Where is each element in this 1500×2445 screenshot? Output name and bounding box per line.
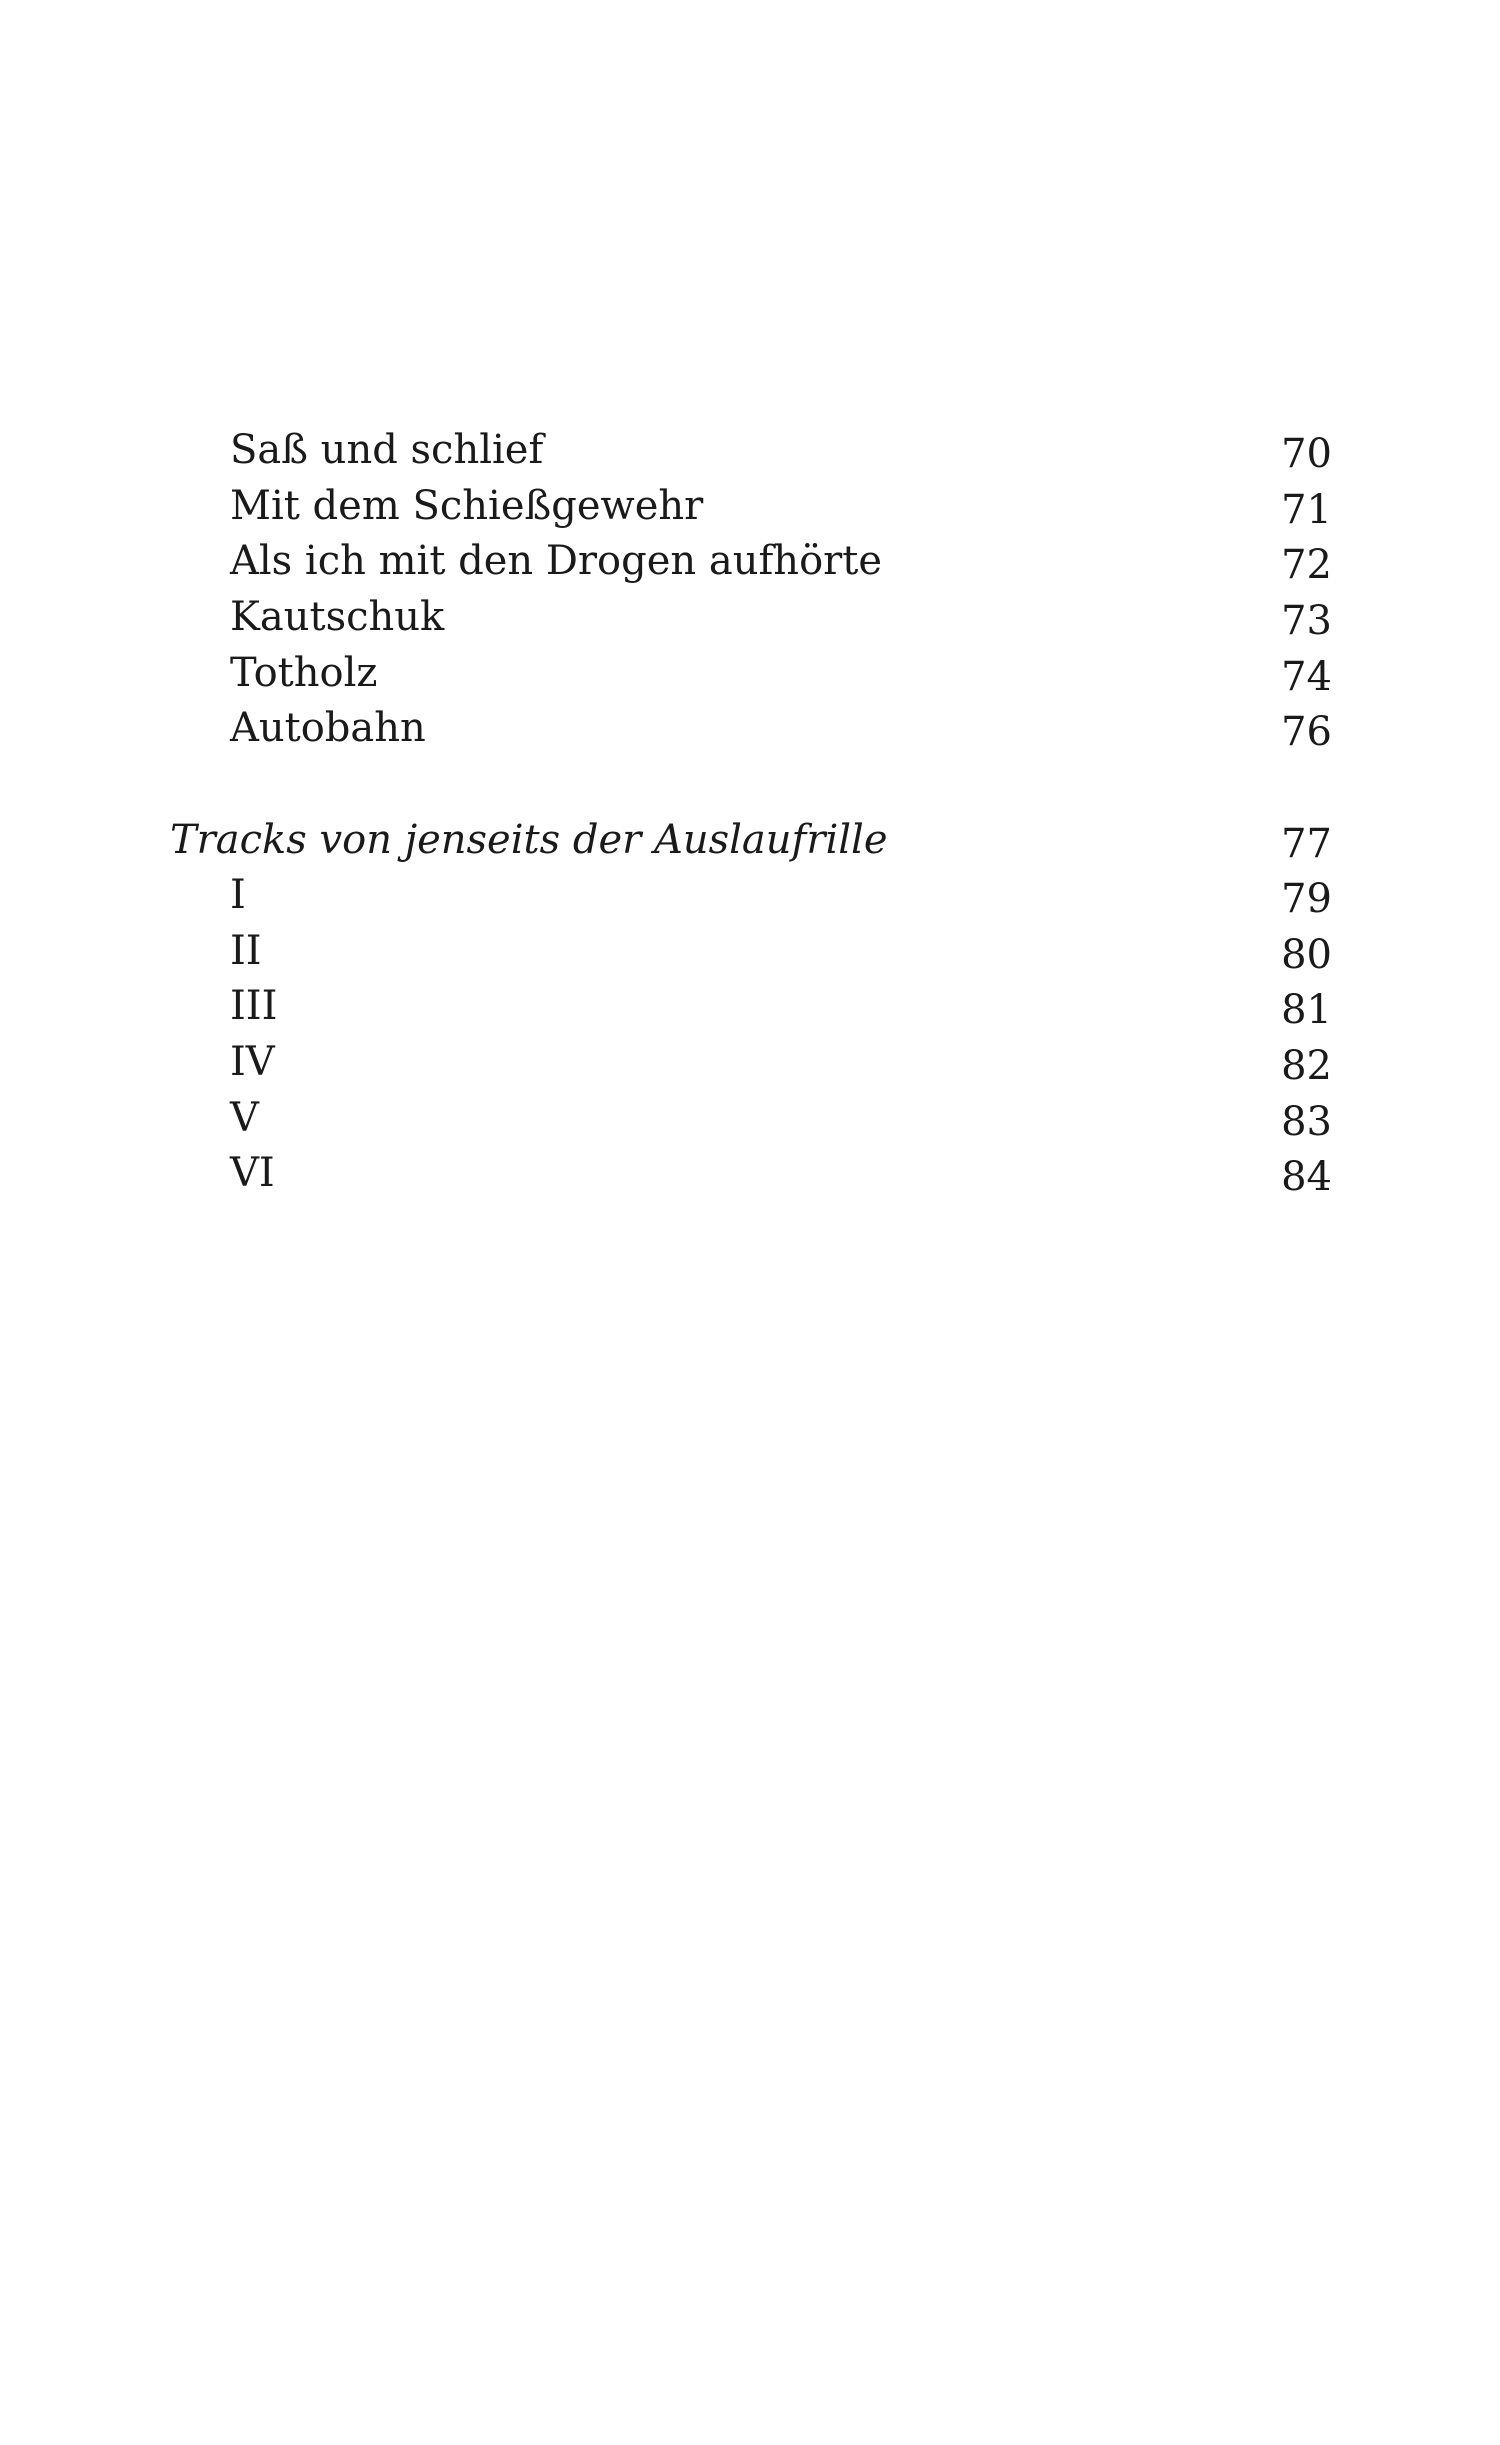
toc-entry-page: 76 [1281,709,1332,755]
toc-entry [0,645,1500,701]
toc-entry-title: Saß und schlief [230,427,544,473]
toc-entry-page: 71 [1281,487,1332,533]
toc-entry-title: I [230,872,246,918]
toc-entry [0,1034,1500,1090]
toc-entry-page: 84 [1281,1154,1332,1200]
toc-entry-page: 72 [1281,542,1332,588]
toc-entry [0,478,1500,534]
toc-entry-title: Kautschuk [230,594,445,640]
toc-entry [0,978,1500,1034]
toc-entry-title: III [230,983,278,1029]
toc-entry-page: 70 [1281,431,1332,477]
toc-entry-page: 83 [1281,1099,1332,1145]
toc-entry-page: 81 [1281,987,1332,1033]
toc-entry [0,422,1500,478]
toc-entry-title: Mit dem Schießgewehr [230,483,704,529]
toc-entry-title: IV [230,1039,275,1085]
toc-entry-page: 73 [1281,598,1332,644]
toc-entry-page: 74 [1281,654,1332,700]
toc-entry [0,700,1500,756]
toc-section-title: Tracks von jenseits der Auslaufrille [170,817,888,863]
toc-section-page: 77 [1281,821,1332,867]
toc-entry-title: V [230,1095,259,1141]
toc-entry [0,1145,1500,1201]
toc-entry-title: VI [230,1150,275,1196]
toc-entry-title: II [230,928,262,974]
toc-entry-page: 79 [1281,876,1332,922]
toc-entry [0,1090,1500,1146]
toc-entry-title: Als ich mit den Drogen aufhörte [230,538,883,584]
toc-entry-page: 82 [1281,1043,1332,1089]
toc-entry [0,589,1500,645]
toc-entry-page: 80 [1281,932,1332,978]
toc-entry [0,923,1500,979]
toc-entry [0,533,1500,589]
toc-entry-title: Totholz [230,650,378,696]
toc-section-heading [0,812,1500,868]
toc-entry-title: Autobahn [230,705,426,751]
toc-entry [0,867,1500,923]
